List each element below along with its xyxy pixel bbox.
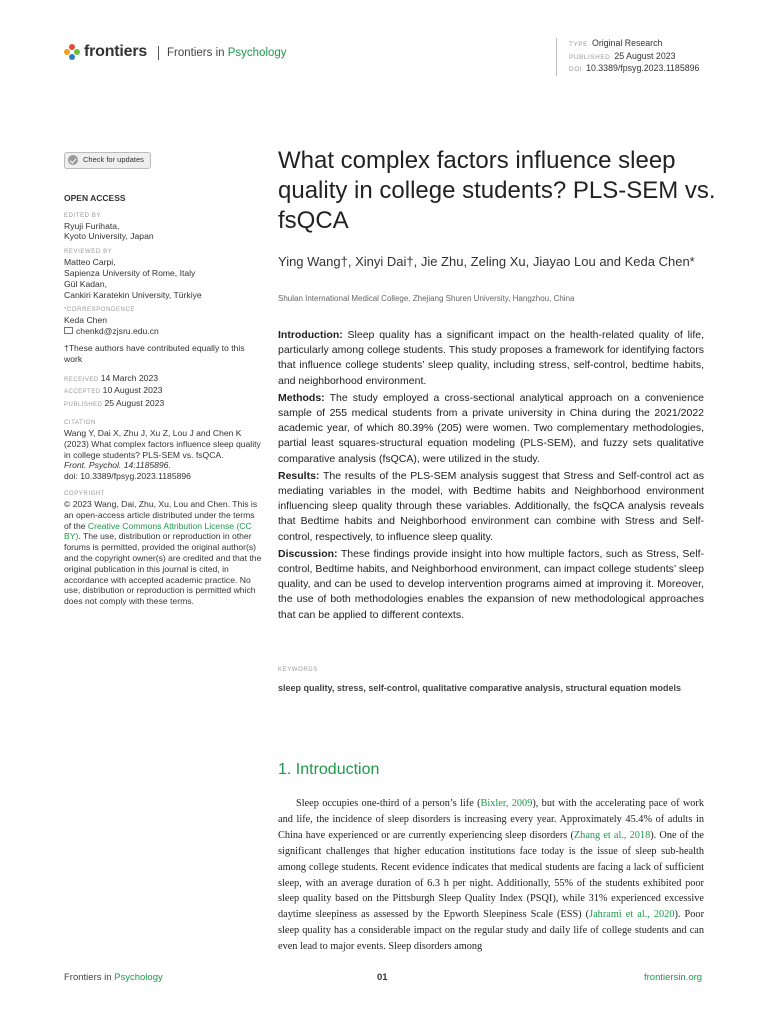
brand-name: frontiers <box>84 43 148 60</box>
reviewed-by-label: REVIEWED BY <box>64 249 113 256</box>
date-received: RECEIVED 14 March 2023 <box>64 372 159 383</box>
correspondence-name: Keda Chen <box>64 315 108 326</box>
keywords-label: KEYWORDS <box>278 667 318 673</box>
correspondence-email-row[interactable] <box>64 326 264 337</box>
citation-label: CITATION <box>64 419 96 426</box>
citation-text: Wang Y, Dai X, Zhu J, Xu Z, Lou J and Chen K (2023) What complex factors influence sleep quality in college students? PLS-SEM vs. fsQCA. <box>64 427 261 460</box>
correspondence-email[interactable]: chenkd@zjsru.edu.cn <box>76 326 159 337</box>
journal-title: Psychology <box>227 47 287 59</box>
reviewer-name: Gül Kadan, <box>64 278 107 289</box>
editor-name: Ryuji Furihata, <box>64 220 120 231</box>
mail-icon <box>64 327 73 334</box>
meta-type: TYPE Original Research <box>569 38 663 48</box>
copyright-label: COPYRIGHT <box>64 490 106 497</box>
license-link[interactable]: Creative Commons Attribution License (CC BY) <box>64 520 252 542</box>
check-updates-button[interactable] <box>64 152 151 169</box>
copyright-text: © 2023 Wang, Dai, Zhu, Xu, Lou and Chen. This is an open-access article distributed under the terms of the Creative Commons Attribution License (CC BY). The use, distribution or reproduction in other forums is permitted, provided the original author(s) and the copyright owner(s) are credited and that the original publication in this journal is cited, in accordance with accepted academic practice. No use, distribution or reproduction is permitted which does not comply with these terms. <box>64 498 262 607</box>
date-accepted: ACCEPTED 10 August 2023 <box>64 385 163 396</box>
reviewer-name: Matteo Carpi, <box>64 257 116 268</box>
citation-link[interactable]: Zhang et al., 2018 <box>573 829 651 841</box>
edited-by-label: EDITED BY <box>64 212 102 219</box>
citation-doi[interactable]: doi: 10.3389/fpsyg.2023.1185896 <box>64 471 191 482</box>
open-access-label: OPEN ACCESS <box>64 192 126 203</box>
introduction-body <box>278 796 704 955</box>
abstract <box>278 328 704 625</box>
meta-doi[interactable]: DOI 10.3389/fpsyg.2023.1185896 <box>569 63 700 73</box>
editor-affiliation: Kyoto University, Japan <box>64 231 154 242</box>
introduction-paragraph: Sleep occupies one-third of a person’s life (Bixler, 2009), but with the accelerating pace of work and life, the incidence of sleep disorders is increasing every year. Approximately 45.4% of adults in China have experienced or are currently experiencing sleep disorders (Zhang et al., 2018). One of the significant challenges that higher education institutions face today is the issue of sleep sub-health among college students. Recent evidence indicates that medical students are facing a lack of sufficient sleep, with an average duration of 6.3 h per night. Additionally, 55% of the students exhibited poor sleep quality based on the Pittsburgh Sleep Quality Index (PSQI), while 31% experienced excessive daytime sleepiness as assessed by the Epworth Sleepiness Scale (ESS) (Jahrami et al., 2020). Poor sleep quality has a considerable impact on the regular study and daily life of college students and can even lead to major events. Sleep disorders among <box>278 798 704 953</box>
author-affiliation: Shulan International Medical College, Zhejiang Shuren University, Hangzhou, China <box>278 294 575 303</box>
journal-name[interactable] <box>158 46 287 60</box>
dates-block <box>64 373 264 411</box>
frontiers-logo-icon <box>64 44 80 60</box>
reviewer-affiliation: Sapienza University of Rome, Italy <box>64 267 196 278</box>
footer-site-link[interactable]: frontiersin.org <box>644 972 703 983</box>
check-icon <box>68 155 78 165</box>
check-updates-label: Check for updates <box>83 155 144 164</box>
citation-link[interactable]: Bixler, 2009 <box>480 798 533 809</box>
meta-published: PUBLISHED 25 August 2023 <box>569 50 676 61</box>
section-heading: 1. Introduction <box>278 761 380 778</box>
author-list: Ying Wang†, Xinyi Dai†, Jie Zhu, Zeling Xu, Jiayao Lou and Keda Chen* <box>278 254 695 269</box>
abstract-introduction: Introduction: Sleep quality has a significant impact on the health-related quality of life, particularly among college students. This study proposes a framework for identifying factors that influence college students’ sleep quality, including stress, self-control, bedtime habits, and neighborhood environment. <box>278 329 704 387</box>
keywords: sleep quality, stress, self-control, qualitative comparative analysis, structural equation models <box>278 683 681 693</box>
date-published: PUBLISHED 25 August 2023 <box>64 398 165 409</box>
citation-journal: Front. Psychol. 14:1185896. <box>64 460 171 471</box>
article-title: What complex factors influence sleep quality in college students? PLS-SEM vs. fsQCA <box>278 147 716 234</box>
article-sidebar <box>64 152 264 607</box>
journal-prefix: Frontiers in <box>167 47 225 59</box>
abstract-results: Results: The results of the PLS-SEM analysis suggest that Stress and Self-control act as mediating variables in the model, with Bedtime habits and Neighborhood environment influencing sleep quality through these variables. Additionally, the fsQCA analysis reveals that Bedtime habits and Neighborhood environment can combine with Stress and Self-control, respectively, to influence sleep quality. <box>278 469 704 543</box>
reviewer-affiliation: Cankiri Karatekin University, Türkiye <box>64 289 202 300</box>
footer-journal[interactable]: Frontiers in Psychology <box>64 972 163 983</box>
article-meta <box>556 38 699 76</box>
abstract-methods: Methods: The study employed a cross-sectional analytical approach on a convenience sample of 255 medical students from a private university in China during the 2021/2022 academic year, of which 80.39% (205) were women. Two complementary methodologies, partial least squares-structural equation modeling (PLS-SEM), and fuzzy sets qualitative comparative analysis (fsQCA), were utilized in the study. <box>278 391 704 465</box>
equal-contribution-note: †These authors have contributed equally to this work <box>64 342 245 364</box>
correspondence-label: *CORRESPONDENCE <box>64 307 136 314</box>
page-number: 01 <box>377 972 388 983</box>
citation-link[interactable]: Jahrami et al., 2020 <box>589 909 675 921</box>
frontiers-logo[interactable] <box>64 43 147 61</box>
abstract-discussion: Discussion: These findings provide insight into how multiple factors, such as Stress, Self-control, Bedtime habits, and Neighborhood environment, can impact college students’ sleep quality, and can be used to develop intervention programs aimed at improving it. Moreover, the use of both methodologies enables the expansion of new methodological approaches that can be applied to different contexts. <box>278 547 704 621</box>
